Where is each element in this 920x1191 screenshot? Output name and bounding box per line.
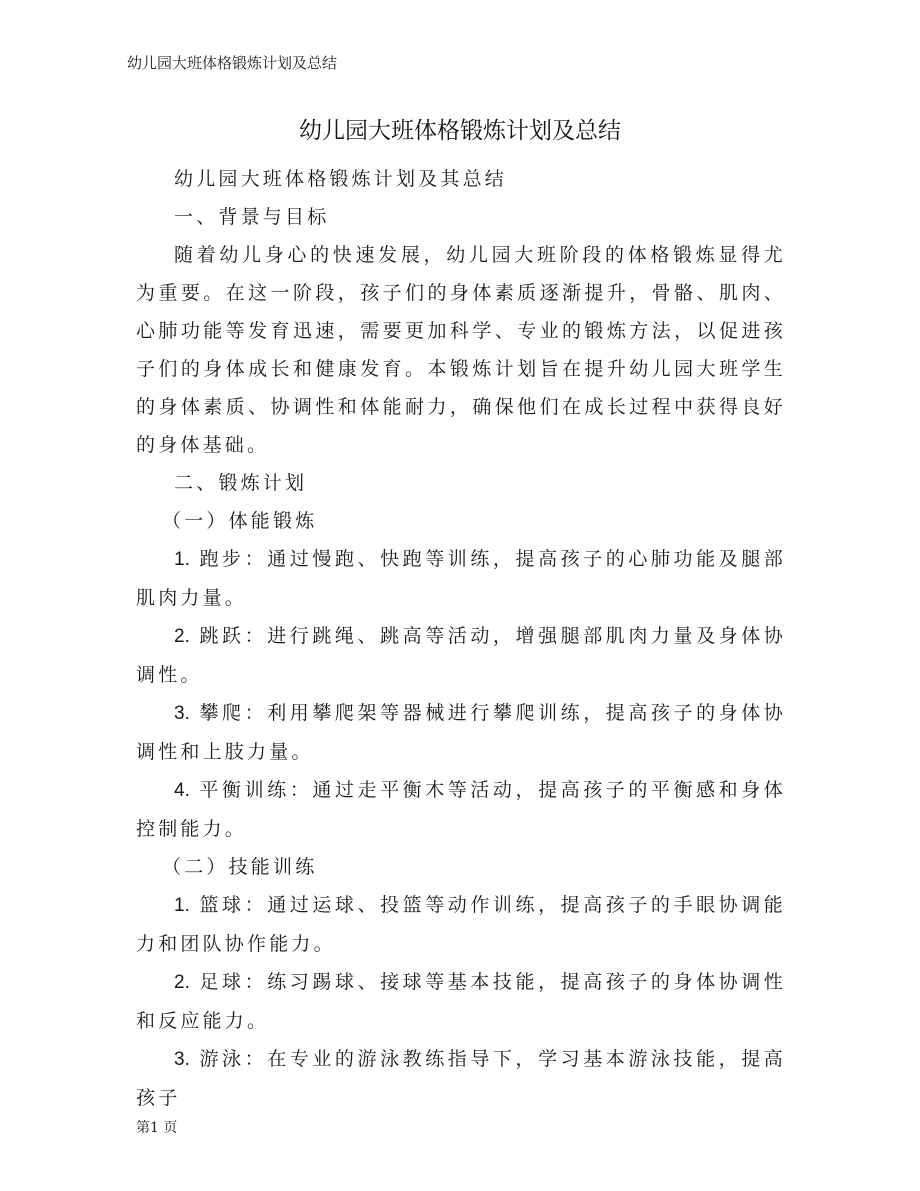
list-item: 1. 跑步：通过慢跑、快跑等训练，提高孩子的心肺功能及腿部肌肉力量。 [136,548,787,609]
list-item: 1. 篮球：通过运球、投篮等动作训练，提高孩子的手眼协调能力和团队协作能力。 [136,894,787,955]
section-heading-plan: 二、锻炼计划 [174,472,308,494]
running-header: 幼儿园大班体格锻炼计划及总结 [127,54,338,72]
subsection-heading-physical: （一）体能锻炼 [162,510,318,532]
list-item: 2. 足球：练习踢球、接球等基本技能，提高孩子的身体协调性和反应能力。 [136,971,787,1032]
document-body [136,160,786,1117]
subtitle: 幼儿园大班体格锻炼计划及其总结 [174,168,508,190]
document-title: 幼儿园大班体格锻炼计划及总结 [299,118,621,144]
subsection-heading-skills: （二）技能训练 [162,856,318,878]
list-item: 2. 跳跃：进行跳绳、跳高等活动，增强腿部肌肉力量及身体协调性。 [136,625,787,686]
page-number: 第1 页 [136,1120,178,1136]
list-item: 3. 游泳：在专业的游泳教练指导下，学习基本游泳技能，提高孩子 [136,1048,787,1109]
list-item: 3. 攀爬：利用攀爬架等器械进行攀爬训练，提高孩子的身体协调性和上肢力量。 [136,702,787,763]
section-heading-background: 一、背景与目标 [174,206,330,228]
list-item: 4. 平衡训练：通过走平衡木等活动，提高孩子的平衡感和身体控制能力。 [136,779,787,840]
paragraph-background: 随着幼儿身心的快速发展，幼儿园大班阶段的体格锻炼显得尤为重要。在这一阶段，孩子们的身体素质逐渐提升，骨骼、肌肉、心肺功能等发育迅速，需要更加科学、专业的锻炼方法，以促进孩子们的身体成长和健康发育。本锻炼计划旨在提升幼儿园大班学生的身体素质、协调性和体能耐力，确保他们在成长过程中获得良好的身体基础。 [136,244,786,456]
